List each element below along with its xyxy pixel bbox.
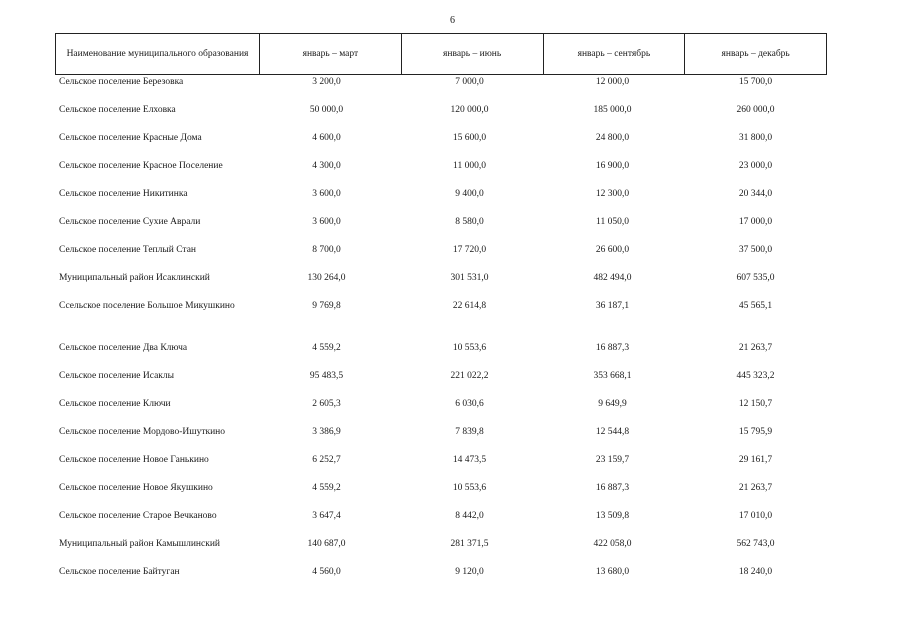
value-cell: 26 600,0 — [595, 245, 630, 255]
value-cell: 9 400,0 — [455, 189, 484, 199]
value-cell: 3 200,0 — [312, 77, 341, 87]
value-cell: 4 600,0 — [312, 133, 341, 143]
header-period-9m: январь – сентябрь — [543, 34, 685, 75]
value-cell: 11 050,0 — [596, 217, 629, 227]
value-cell: 221 022,2 — [450, 371, 489, 381]
value-cell: 140 687,0 — [307, 539, 346, 549]
value-cell: 14 473,5 — [452, 455, 487, 465]
value-cell: 3 600,0 — [312, 217, 341, 227]
value-cell: 301 531,0 — [450, 273, 489, 283]
municipality-name: Сельское поселение Два Ключа — [59, 343, 188, 353]
value-cell: 17 000,0 — [738, 217, 773, 227]
value-cell: 23 159,7 — [595, 455, 630, 465]
value-cell: 562 743,0 — [736, 539, 775, 549]
table-row — [55, 102, 827, 130]
table-row — [55, 158, 827, 186]
table-row — [55, 242, 827, 270]
table-row — [55, 130, 827, 158]
value-cell: 120 000,0 — [450, 105, 489, 115]
municipality-name: Сельское поселение Байтуган — [59, 567, 180, 577]
municipality-name: Сельское поселение Исаклы — [59, 371, 175, 381]
value-cell: 4 300,0 — [312, 161, 341, 171]
municipality-name: Сельское поселение Никитинка — [59, 189, 188, 199]
value-cell: 31 800,0 — [738, 133, 773, 143]
value-cell: 11 000,0 — [453, 161, 486, 171]
municipality-name: Сельское поселение Ключи — [59, 399, 171, 409]
value-cell: 20 344,0 — [738, 189, 773, 199]
municipality-name: Сельское поселение Теплый Стан — [59, 245, 196, 255]
value-cell: 3 647,4 — [312, 511, 341, 521]
value-cell: 16 900,0 — [595, 161, 630, 171]
table-row — [55, 298, 827, 340]
value-cell: 353 668,1 — [593, 371, 632, 381]
value-cell: 36 187,1 — [595, 301, 630, 311]
header-period-year: январь – декабрь — [685, 34, 827, 75]
municipality-name: Ссельское поселение Большое Микушкино — [59, 301, 235, 311]
table-row — [55, 424, 827, 452]
table-row — [55, 340, 827, 368]
value-cell: 281 371,5 — [450, 539, 489, 549]
value-cell: 13 509,8 — [595, 511, 630, 521]
value-cell: 15 600,0 — [452, 133, 487, 143]
value-cell: 8 580,0 — [455, 217, 484, 227]
value-cell: 13 680,0 — [595, 567, 630, 577]
value-cell: 12 000,0 — [595, 77, 630, 87]
municipality-name: Сельское поселение Елховка — [59, 105, 176, 115]
value-cell: 2 605,3 — [312, 399, 341, 409]
value-cell: 445 323,2 — [736, 371, 775, 381]
header-period-h1: январь – июнь — [401, 34, 543, 75]
value-cell: 37 500,0 — [738, 245, 773, 255]
municipality-name: Сельское поселение Сухие Аврали — [59, 217, 201, 227]
value-cell: 12 150,7 — [738, 399, 773, 409]
value-cell: 9 649,9 — [598, 399, 627, 409]
value-cell: 29 161,7 — [738, 455, 773, 465]
value-cell: 10 553,6 — [452, 343, 487, 353]
value-cell: 8 442,0 — [455, 511, 484, 521]
value-cell: 3 386,9 — [312, 427, 341, 437]
value-cell: 4 559,2 — [312, 483, 341, 493]
value-cell: 16 887,3 — [595, 483, 630, 493]
value-cell: 8 700,0 — [312, 245, 341, 255]
value-cell: 45 565,1 — [738, 301, 773, 311]
table-row — [55, 564, 827, 592]
table-row — [55, 270, 827, 298]
value-cell: 15 795,9 — [738, 427, 773, 437]
value-cell: 7 839,8 — [455, 427, 484, 437]
value-cell: 23 000,0 — [738, 161, 773, 171]
value-cell: 482 494,0 — [593, 273, 632, 283]
value-cell: 17 720,0 — [452, 245, 487, 255]
municipality-name: Сельское поселение Мордово-Ишуткино — [59, 427, 225, 437]
municipality-name: Сельское поселение Новое Ганькино — [59, 455, 209, 465]
municipality-name: Сельское поселение Старое Вечканово — [59, 511, 217, 521]
value-cell: 3 600,0 — [312, 189, 341, 199]
value-cell: 22 614,8 — [452, 301, 487, 311]
table-row — [55, 452, 827, 480]
municipality-name: Сельское поселение Красные Дома — [59, 133, 202, 143]
table-row — [55, 508, 827, 536]
table-row — [55, 396, 827, 424]
header-name-column: Наименование муниципального образования — [56, 34, 260, 75]
table-row — [55, 368, 827, 396]
value-cell: 260 000,0 — [736, 105, 775, 115]
header-row — [56, 34, 827, 75]
value-cell: 6 030,6 — [455, 399, 484, 409]
value-cell: 7 000,0 — [455, 77, 484, 87]
value-cell: 10 553,6 — [452, 483, 487, 493]
value-cell: 12 544,8 — [595, 427, 630, 437]
value-cell: 21 263,7 — [738, 483, 773, 493]
table-row — [55, 536, 827, 564]
value-cell: 21 263,7 — [738, 343, 773, 353]
page-number: 6 — [450, 15, 455, 26]
value-cell: 95 483,5 — [309, 371, 344, 381]
value-cell: 185 000,0 — [593, 105, 632, 115]
value-cell: 50 000,0 — [309, 105, 344, 115]
value-cell: 9 120,0 — [455, 567, 484, 577]
table-header — [55, 33, 827, 75]
value-cell: 24 800,0 — [595, 133, 630, 143]
table-row — [55, 214, 827, 242]
value-cell: 130 264,0 — [307, 273, 346, 283]
table-row — [55, 186, 827, 214]
value-cell: 4 560,0 — [312, 567, 341, 577]
municipality-name: Муниципальный район Исаклинский — [59, 273, 210, 283]
value-cell: 6 252,7 — [312, 455, 341, 465]
value-cell: 18 240,0 — [738, 567, 773, 577]
value-cell: 4 559,2 — [312, 343, 341, 353]
value-cell: 17 010,0 — [738, 511, 773, 521]
value-cell: 9 769,8 — [312, 301, 341, 311]
table-row — [55, 480, 827, 508]
municipality-name: Сельское поселение Красное Поселение — [59, 161, 223, 171]
value-cell: 15 700,0 — [738, 77, 773, 87]
table-row — [55, 74, 827, 102]
header-period-q1: январь – март — [260, 34, 402, 75]
municipality-name: Муниципальный район Камышлинский — [59, 539, 220, 549]
municipality-name: Сельское поселение Березовка — [59, 77, 184, 87]
value-cell: 422 058,0 — [593, 539, 632, 549]
value-cell: 16 887,3 — [595, 343, 630, 353]
municipality-name: Сельское поселение Новое Якушкино — [59, 483, 213, 493]
value-cell: 607 535,0 — [736, 273, 775, 283]
table-body — [55, 74, 827, 592]
value-cell: 12 300,0 — [595, 189, 630, 199]
